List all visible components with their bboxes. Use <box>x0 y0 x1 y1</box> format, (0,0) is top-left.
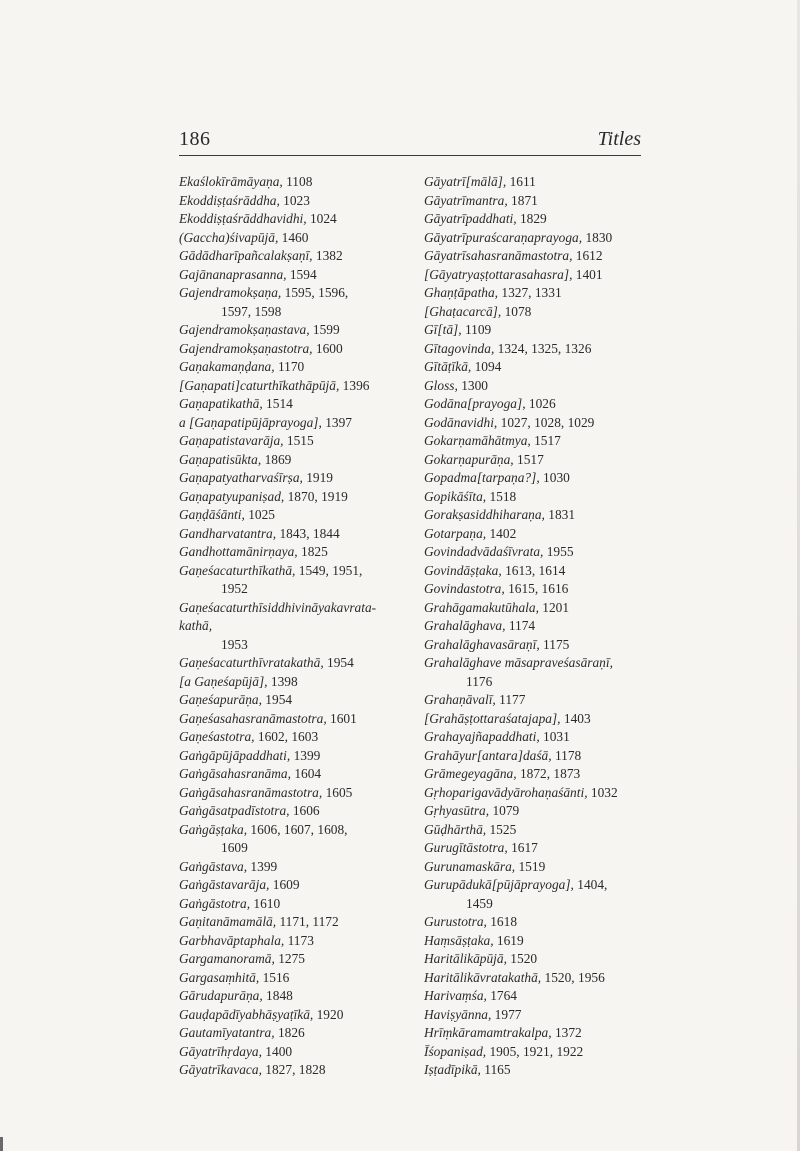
entry-title: Gāyatrī[mālā], <box>424 174 510 189</box>
entry-title: Gajendramokṣaṇastava, <box>179 322 313 337</box>
entry-page-refs: 1275 <box>278 951 305 966</box>
entry-page-refs: 1201 <box>542 599 570 615</box>
index-entry <box>179 395 429 414</box>
index-entry <box>424 765 649 784</box>
index-entry <box>424 876 649 895</box>
entry-title: Gaṇeśacaturthīkathā, <box>179 562 299 578</box>
entry-title: Gaṅgāpūjāpaddhati, <box>179 747 294 763</box>
entry-title: Gaṅgāstava, <box>179 858 251 874</box>
index-entry <box>424 469 649 488</box>
entry-page-refs: 1609 <box>272 877 300 892</box>
entry-title: Godānavidhi, <box>424 414 501 430</box>
entry-title: Gandharvatantra, <box>179 525 280 541</box>
entry-title: Grahalāghava, <box>424 618 509 633</box>
index-column-left <box>179 173 429 1080</box>
entry-page-refs: 1398 <box>270 673 298 689</box>
index-entry <box>179 932 429 951</box>
entry-page-refs: 1827, 1828 <box>265 1062 326 1077</box>
entry-title: Gaṇitanāmamālā, <box>179 914 280 929</box>
entry-title: Gāyatrīpaddhati, <box>424 211 520 226</box>
entry-page-refs: 1401 <box>575 266 603 282</box>
entry-title: Gītagovinda, <box>424 340 498 356</box>
index-entry <box>179 987 429 1006</box>
entry-page-refs: 1954 <box>265 692 293 707</box>
entry-page-refs: 1600 <box>315 340 343 356</box>
entry-title: Gaṇeśacaturthīvratakathā, <box>179 655 328 670</box>
index-entry <box>179 654 429 673</box>
entry-title: [Grahāṣṭottaraśatajapa], <box>424 710 564 726</box>
entry-page-refs: 1397 <box>325 414 352 430</box>
entry-title: Gurupādukā[pūjāprayoga], <box>424 877 578 892</box>
entry-title: Ekaślokīrāmāyaṇa, <box>179 174 287 189</box>
entry-title: Grahāgamakutūhala, <box>424 599 543 615</box>
index-entry <box>179 969 429 988</box>
entry-title: [a Gaṇeśapūjā], <box>179 673 271 689</box>
index-entry <box>179 784 429 803</box>
entry-page-refs: 1023 <box>283 192 310 208</box>
index-entry <box>424 895 649 914</box>
entry-title: Gaṇeśasahasranāmastotra, <box>179 710 331 726</box>
index-entry <box>179 913 429 932</box>
entry-title: Ekoddiṣṭaśrāddha, <box>179 192 284 208</box>
entry-page-refs: 1869 <box>264 451 292 467</box>
index-entry <box>179 525 429 544</box>
index-entry <box>424 636 649 655</box>
index-entry <box>179 340 429 359</box>
entry-page-refs: 1848 <box>266 988 293 1003</box>
entry-page-refs: 1460 <box>281 229 309 245</box>
entry-page-refs: 1079 <box>492 803 520 818</box>
entry-title: Gaṅgāsatpadīstotra, <box>179 803 293 818</box>
index-entry <box>424 821 649 840</box>
entry-page-refs: 1027, 1028, 1029 <box>500 414 595 430</box>
index-entry <box>424 617 649 636</box>
index-entry <box>179 580 429 599</box>
entry-title: Haritālikāpūjā, <box>424 951 511 966</box>
entry-page-refs: 1519 <box>518 858 546 874</box>
entry-page-refs: 1871 <box>511 192 538 208</box>
entry-title: Grahāyur[antara]daśā, <box>424 747 555 763</box>
entry-page-refs: 1613, 1614 <box>505 562 566 578</box>
index-entry <box>424 710 649 729</box>
index-entry <box>179 1043 429 1062</box>
index-entry <box>424 673 649 692</box>
entry-page-refs: 1400 <box>265 1043 293 1059</box>
index-entry <box>179 895 429 914</box>
index-entry <box>424 950 649 969</box>
entry-title: Gāyatrīsahasranāmastotra, <box>424 248 576 263</box>
index-entry <box>424 210 649 229</box>
entry-page-refs: 1178 <box>554 747 582 763</box>
entry-title: [Gāyatryaṣṭottarasahasra], <box>424 266 576 282</box>
index-entry <box>424 321 649 340</box>
entry-title: Gargamanoramā, <box>179 951 279 966</box>
index-entry <box>179 747 429 766</box>
entry-page-refs: 1619 <box>496 932 524 948</box>
index-entry <box>424 395 649 414</box>
entry-page-refs: 1399 <box>250 858 278 874</box>
index-entry <box>424 987 649 1006</box>
index-entry <box>179 469 429 488</box>
entry-page-refs: 1024 <box>309 211 337 226</box>
corner-mark <box>0 1137 3 1151</box>
index-entry <box>424 432 649 451</box>
entry-title: Gāyatrīkavaca, <box>179 1062 266 1077</box>
entry-title: Gṛhoparigavādyārohaṇaśānti, <box>424 784 591 800</box>
entry-page-refs: 1030 <box>543 470 570 485</box>
entry-page-refs: 1905, 1921, 1922 <box>489 1043 584 1059</box>
entry-page-refs: 1094 <box>474 359 502 374</box>
entry-page-refs: 1919 <box>306 470 333 485</box>
entry-page-refs: 1177 <box>499 692 526 707</box>
entry-page-refs: 1525 <box>489 821 517 837</box>
entry-title: Gandhottamānirṇaya, <box>179 544 301 559</box>
entry-page-refs: 1382 <box>315 248 343 263</box>
entry-title: Garbhavāptaphala, <box>179 932 288 948</box>
entry-title: Gaṇeśapurāṇa, <box>179 692 266 707</box>
entry-page-refs: 1831 <box>548 507 576 522</box>
entry-page-refs: 1920 <box>316 1006 344 1022</box>
index-entry <box>424 506 649 525</box>
index-entry <box>424 525 649 544</box>
index-entry <box>179 710 429 729</box>
index-entry <box>179 839 429 858</box>
entry-page-refs: 1594 <box>289 266 317 282</box>
entry-page-refs: 1402 <box>489 525 517 541</box>
index-entry <box>424 1006 649 1025</box>
entry-page-refs: 1517 <box>534 433 561 448</box>
index-entry <box>179 210 429 229</box>
entry-title: Gaṇapatyupaniṣad, <box>179 488 288 504</box>
entry-title: a [Gaṇapatipūjāprayoga], <box>179 414 326 430</box>
entry-page-refs: 1459 <box>466 895 493 911</box>
entry-page-refs: 1031 <box>543 729 570 744</box>
entry-page-refs: 1601 <box>330 710 357 726</box>
index-entry <box>179 858 429 877</box>
entry-page-refs: 1025 <box>248 507 275 522</box>
index-entry <box>179 821 429 840</box>
running-title: Titles <box>597 128 641 150</box>
entry-title: Grahaṇāvalī, <box>424 692 500 707</box>
entry-title: Gurustotra, <box>424 914 491 929</box>
index-entry <box>179 377 429 396</box>
index-entry <box>424 913 649 932</box>
index-entry <box>424 1024 649 1043</box>
entry-page-refs: 1977 <box>494 1006 522 1022</box>
index-entry <box>179 562 429 581</box>
entry-page-refs: 1609 <box>221 840 248 855</box>
entry-title: Gopadma[tarpaṇa?], <box>424 470 544 485</box>
entry-page-refs: 1952 <box>221 581 248 596</box>
entry-page-refs: 1615, 1616 <box>508 581 569 596</box>
index-entry <box>179 617 429 636</box>
entry-title: Gāyatrīhṛdaya, <box>179 1043 266 1059</box>
index-entry <box>424 839 649 858</box>
entry-title: Govindāṣṭaka, <box>424 562 506 578</box>
entry-page-refs: 1612 <box>575 248 603 263</box>
index-entry <box>424 1043 649 1062</box>
entry-page-refs: 1605 <box>325 784 353 800</box>
entry-title: Gaṅgāstavarāja, <box>179 877 273 892</box>
entry-title: Gokarṇapurāṇa, <box>424 451 517 467</box>
index-entry <box>424 358 649 377</box>
entry-title: Hrīṃkāramamtrakalpa, <box>424 1025 555 1040</box>
entry-page-refs: 1516 <box>262 969 290 985</box>
index-entry <box>179 636 429 655</box>
entry-page-refs: 1617 <box>511 840 538 855</box>
entry-title: Haritālikāvratakathā, <box>424 969 545 985</box>
index-entry <box>424 858 649 877</box>
entry-page-refs: 1595, 1596, <box>284 285 349 300</box>
entry-page-refs: 1300 <box>461 377 488 393</box>
index-entry <box>424 728 649 747</box>
entry-page-refs: 1327, 1331 <box>501 285 562 300</box>
entry-page-refs: 1870, 1919 <box>287 488 348 504</box>
index-entry <box>179 876 429 895</box>
entry-page-refs: 1610 <box>253 895 281 911</box>
index-entry <box>424 784 649 803</box>
entry-title: Gaṅgāsahasranāmastotra, <box>179 784 326 800</box>
entry-page-refs: 1175 <box>543 636 570 652</box>
entry-title: Gārudapurāṇa, <box>179 988 267 1003</box>
index-entry <box>424 654 649 673</box>
entry-page-refs: 1955 <box>546 544 574 559</box>
index-entry <box>424 580 649 599</box>
entry-title: Gurugītāstotra, <box>424 840 512 855</box>
entry-page-refs: 1830 <box>585 229 613 245</box>
entry-page-refs: 1517 <box>517 451 544 467</box>
entry-page-refs: 1026 <box>528 396 556 411</box>
entry-title: Gūḍhārthā, <box>424 821 490 837</box>
entry-title: Gargasaṃhitā, <box>179 969 263 985</box>
entry-title: Grāmegeyagāna, <box>424 766 520 781</box>
index-entry <box>424 247 649 266</box>
entry-page-refs: 1602, 1603 <box>257 729 319 744</box>
entry-page-refs: 1171, 1172 <box>279 914 339 929</box>
entry-title: Ghaṇṭāpatha, <box>424 285 502 300</box>
entry-title: Grahalāghavasāraṇī, <box>424 636 544 652</box>
entry-title: Godāna[prayoga], <box>424 396 529 411</box>
index-entry <box>424 414 649 433</box>
index-entry <box>424 192 649 211</box>
entry-title: Govindastotra, <box>424 581 509 596</box>
index-entry <box>424 173 649 192</box>
entry-title: Gṛhyasūtra, <box>424 803 493 818</box>
index-entry <box>179 1006 429 1025</box>
entry-page-refs: 1396 <box>342 377 370 393</box>
index-entry <box>179 802 429 821</box>
index-entry <box>179 451 429 470</box>
entry-title: Harivaṃśa, <box>424 988 491 1003</box>
entry-title: Gurunamaskāra, <box>424 858 519 874</box>
index-entry <box>179 284 429 303</box>
index-entry <box>424 377 649 396</box>
index-entry <box>179 432 429 451</box>
entry-title: Gaṇapatisūkta, <box>179 451 265 467</box>
entry-page-refs: 1108 <box>286 174 313 189</box>
index-entry <box>424 802 649 821</box>
entry-page-refs: 1173 <box>287 932 314 948</box>
entry-page-refs: 1165 <box>484 1062 511 1077</box>
index-entry <box>424 488 649 507</box>
entry-title: Ekoddiṣṭaśrāddhavidhi, <box>179 211 310 226</box>
entry-title: kathā, <box>179 618 213 633</box>
entry-page-refs: 1032 <box>590 784 618 800</box>
entry-page-refs: 1403 <box>563 710 591 726</box>
index-entry <box>424 303 649 322</box>
index-entry <box>179 321 429 340</box>
entry-title: (Gaccha)śivapūjā, <box>179 229 282 245</box>
entry-title: Gādādharīpañcalakṣaṇī, <box>179 248 316 263</box>
index-entry <box>179 950 429 969</box>
entry-page-refs: 1170 <box>277 359 305 374</box>
entry-title: Gaṇakamaṇḍana, <box>179 359 278 374</box>
index-entry <box>179 728 429 747</box>
index-entry <box>179 691 429 710</box>
entry-page-refs: 1520 <box>510 951 538 966</box>
entry-title: Gītāṭīkā, <box>424 359 475 374</box>
index-entry <box>179 506 429 525</box>
entry-title: Gopikāśīta, <box>424 488 490 504</box>
index-entry <box>179 488 429 507</box>
entry-title: Grahayajñapaddhati, <box>424 729 544 744</box>
entry-page-refs: 1372 <box>554 1025 582 1040</box>
entry-page-refs: 1953 <box>221 636 248 652</box>
entry-title: Gokarṇamāhātmya, <box>424 433 535 448</box>
entry-title: Govindadvādaśīvrata, <box>424 544 547 559</box>
index-entry <box>179 599 429 618</box>
entry-page-refs: 1399 <box>293 747 321 763</box>
entry-page-refs: 1606, 1607, 1608, <box>250 821 348 837</box>
index-entry <box>424 340 649 359</box>
entry-page-refs: 1872, 1873 <box>519 766 581 781</box>
entry-title: Gauḍapādīyabhāṣyaṭīkā, <box>179 1006 317 1022</box>
entry-page-refs: 1843, 1844 <box>279 525 340 541</box>
entry-page-refs: 1954 <box>327 655 354 670</box>
index-column-right <box>424 173 649 1080</box>
entry-title: Gāyatrīmantra, <box>424 192 512 208</box>
index-entry <box>179 1061 429 1080</box>
index-entry <box>179 303 429 322</box>
index-entry <box>179 673 429 692</box>
index-entry <box>424 266 649 285</box>
header-rule <box>179 155 641 156</box>
entry-title: Haviṣyānna, <box>424 1006 495 1022</box>
index-entry <box>424 451 649 470</box>
entry-title: Gaṇapatyatharvaśīrṣa, <box>179 470 307 485</box>
index-entry <box>179 765 429 784</box>
entry-page-refs: 1404, <box>577 877 608 892</box>
entry-title: Gaṅgāsahasranāma, <box>179 766 295 781</box>
entry-title: Gaṅgāstotra, <box>179 895 254 911</box>
entry-page-refs: 1520, 1956 <box>544 969 605 985</box>
entry-page-refs: 1518 <box>489 488 517 504</box>
entry-title: Gajānanaprasanna, <box>179 266 290 282</box>
index-entry <box>424 932 649 951</box>
entry-page-refs: 1826 <box>277 1025 305 1040</box>
entry-title: Grahalāghave māsapraveśasāraṇī, <box>424 655 613 670</box>
entry-page-refs: 1514 <box>266 396 293 411</box>
index-entry <box>424 691 649 710</box>
index-entry <box>179 247 429 266</box>
entry-title: Gautamīyatantra, <box>179 1025 278 1040</box>
entry-page-refs: 1515 <box>286 433 314 448</box>
index-entry <box>179 192 429 211</box>
entry-page-refs: 1604 <box>294 766 322 781</box>
entry-page-refs: 1611 <box>509 174 536 189</box>
entry-title: Gāyatrīpuraścaraṇaprayoga, <box>424 229 586 245</box>
entry-title: Haṃsāṣṭaka, <box>424 932 497 948</box>
index-entry <box>179 358 429 377</box>
entry-page-refs: 1825 <box>301 544 328 559</box>
entry-title: Gorakṣasiddhiharaṇa, <box>424 507 549 522</box>
entry-page-refs: 1078 <box>504 303 532 319</box>
entry-title: Gaṅgāṣṭaka, <box>179 821 251 837</box>
index-entry <box>179 229 429 248</box>
entry-title: Gī[tā], <box>424 322 465 337</box>
index-entry <box>424 1061 649 1080</box>
entry-title: Iṣṭadīpikā, <box>424 1062 485 1077</box>
entry-title: Gaṇeśacaturthīsiddhivināyakavrata- <box>179 599 377 615</box>
entry-title: Gajendramokṣaṇa, <box>179 285 285 300</box>
index-entry <box>179 266 429 285</box>
entry-page-refs: 1324, 1325, 1326 <box>497 340 592 356</box>
entry-page-refs: 1599 <box>312 322 340 337</box>
entry-title: Gajendramokṣaṇastotra, <box>179 340 316 356</box>
index-entry <box>424 599 649 618</box>
index-entry <box>424 562 649 581</box>
entry-page-refs: 1174 <box>508 618 536 633</box>
entry-title: Gaṇapatikathā, <box>179 396 267 411</box>
entry-page-refs: 1597, 1598 <box>221 303 282 319</box>
index-entry <box>179 414 429 433</box>
entry-title: Īśopaniṣad, <box>424 1043 490 1059</box>
entry-page-refs: 1764 <box>490 988 517 1003</box>
entry-title: [Ghaṭacarcā], <box>424 303 505 319</box>
entry-page-refs: 1176 <box>466 673 493 689</box>
index-entry <box>424 747 649 766</box>
entry-page-refs: 1618 <box>490 914 518 929</box>
entry-title: Gloss, <box>424 377 462 393</box>
entry-title: Gaṇeśastotra, <box>179 729 258 744</box>
page-number: 186 <box>179 128 211 150</box>
index-entry <box>179 1024 429 1043</box>
index-entry <box>179 543 429 562</box>
entry-page-refs: 1109 <box>464 322 492 337</box>
entry-page-refs: 1606 <box>292 803 320 818</box>
index-entry <box>424 969 649 988</box>
index-entry <box>424 543 649 562</box>
index-entry <box>179 173 429 192</box>
entry-title: [Gaṇapati]caturthīkathāpūjā, <box>179 377 343 393</box>
entry-page-refs: 1549, 1951, <box>298 562 363 578</box>
entry-page-refs: 1829 <box>519 211 547 226</box>
entry-title: Gaṇḍāśānti, <box>179 507 249 522</box>
entry-title: Gotarpaṇa, <box>424 525 490 541</box>
index-entry <box>424 284 649 303</box>
entry-title: Gaṇapatistavarāja, <box>179 433 287 448</box>
index-entry <box>424 229 649 248</box>
